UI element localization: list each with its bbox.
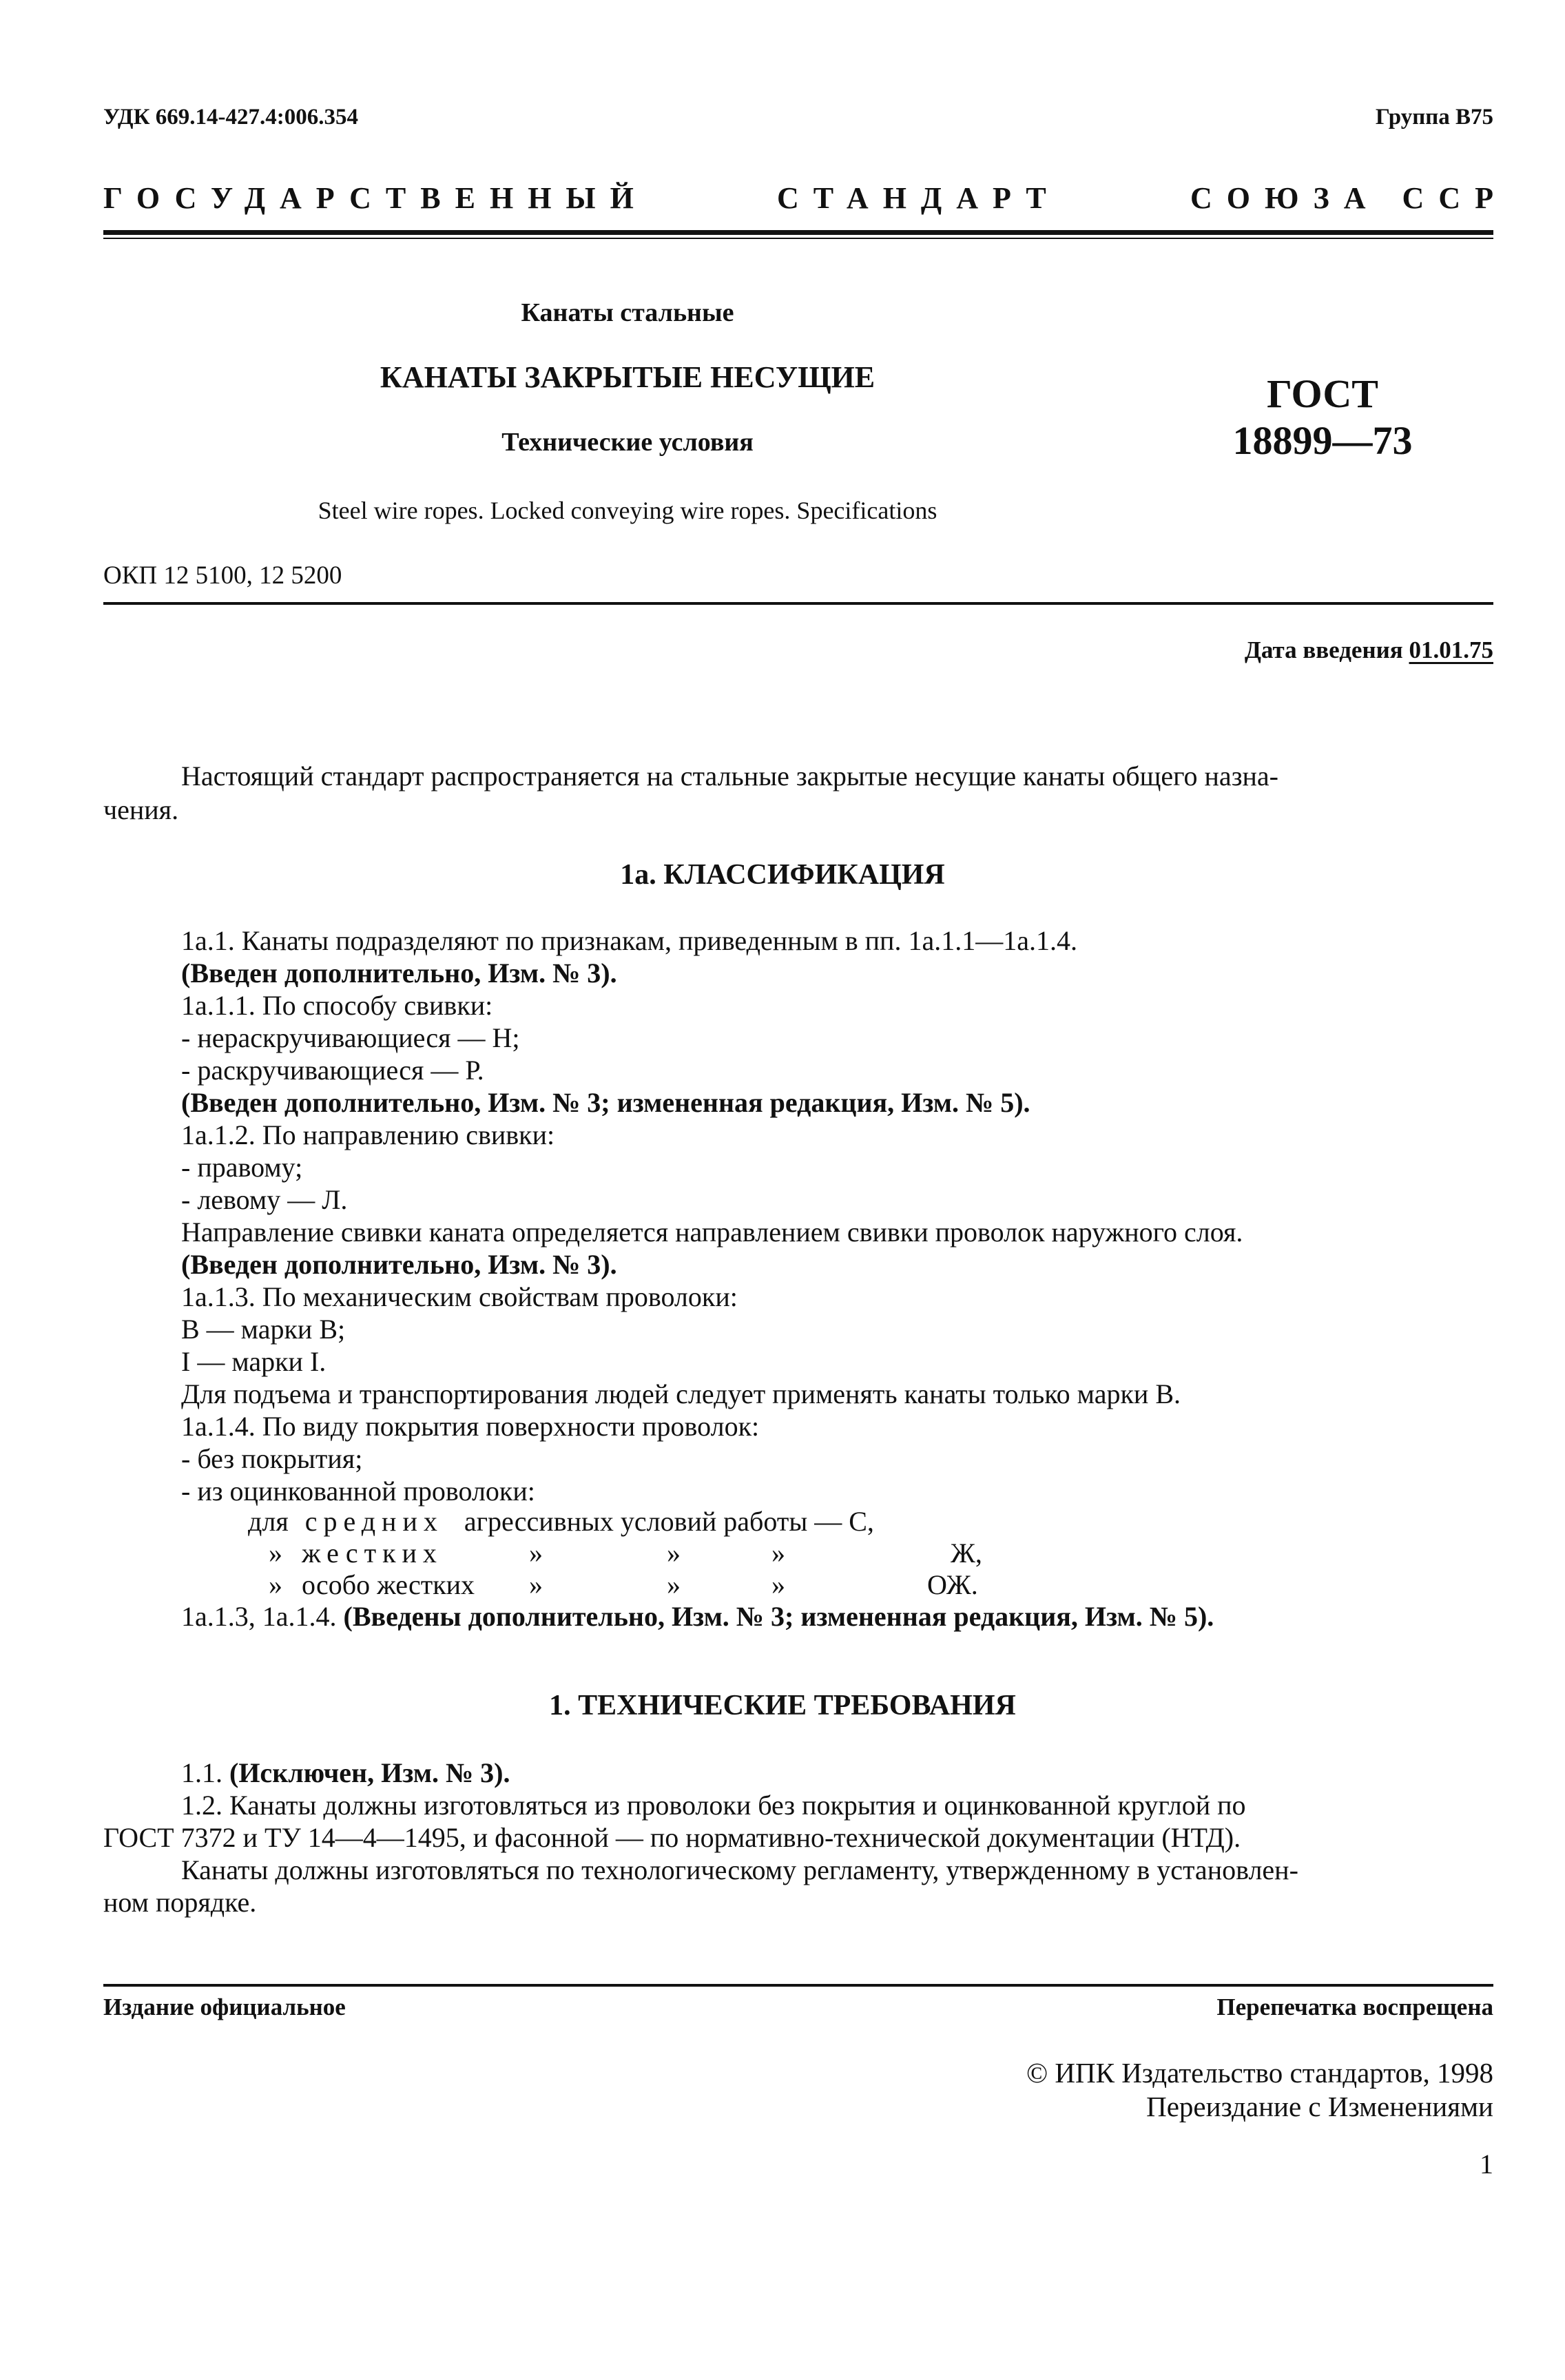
header-rule-thin	[103, 238, 1493, 239]
scope-line-2: чения.	[103, 794, 179, 825]
cls-line-12: 1а.1.3. По механическим свойствам проволоки:	[181, 1281, 738, 1312]
banner-word-3: СОЮЗА ССР	[1190, 181, 1508, 215]
cls-line-15: Для подъема и транспортирования людей следует применять канаты только марки В.	[181, 1378, 1181, 1409]
p11-bold: (Исключен, Изм. № 3).	[229, 1757, 510, 1788]
coating-row-1-rest: агрессивных условий работы — С,	[464, 1506, 874, 1537]
p12b-line-2: ном порядке.	[103, 1887, 257, 1918]
coating-row-2	[269, 1537, 999, 1569]
cls-line-6: (Введен дополнительно, Изм. № 3; измененная редакция, Изм. № 5).	[181, 1087, 1030, 1118]
cls-line-17: - без покрытия;	[181, 1443, 363, 1474]
cls-line-1: 1а.1. Канаты подразделяют по признакам, приведенным в пп. 1а.1.1—1а.1.4.	[181, 925, 1077, 956]
p12-line-2: ГОСТ 7372 и ТУ 14—4—1495, и фасонной — по нормативно-технической документации (НТД).	[103, 1822, 1241, 1853]
okp-code: ОКП 12 5100, 12 5200	[103, 561, 342, 590]
p11-number: 1.1.	[181, 1757, 222, 1788]
reissue-note: Переиздание с Изменениями	[1146, 2091, 1493, 2122]
coating-row-2-ditto-1: »	[529, 1538, 543, 1569]
coating-row-2-grade: жестких	[302, 1538, 443, 1569]
coating-row-2-prefix: »	[269, 1538, 282, 1569]
coating-row-1	[248, 1505, 874, 1538]
title-rule	[103, 602, 1493, 605]
udk-code: УДК 669.14-427.4:006.354	[103, 105, 358, 130]
cls-closing-bold: (Введены дополнительно, Изм. № 3; измененная редакция, Изм. № 5).	[343, 1601, 1214, 1632]
cls-line-10: Направление свивки каната определяется направлением свивки проволок наружного слоя.	[181, 1217, 1243, 1248]
title-subtitle: Технические условия	[501, 428, 754, 457]
gost-label: ГОСТ	[1267, 371, 1378, 416]
cls-line-8: - правому;	[181, 1152, 303, 1183]
p12-line-1: 1.2. Канаты должны изготовляться из проволоки без покрытия и оцинкованной круглой по	[181, 1790, 1246, 1821]
reprint-prohibited: Перепечатка воспрещена	[1216, 1994, 1493, 2020]
cls-line-16: 1а.1.4. По виду покрытия поверхности проволок:	[181, 1411, 760, 1442]
cls-line-13: В — марки В;	[181, 1314, 346, 1345]
coating-row-2-code: Ж,	[951, 1538, 982, 1569]
page-number: 1	[1480, 2149, 1493, 2180]
coating-row-2-ditto-2: »	[667, 1538, 681, 1569]
coating-row-1-grade: средних	[304, 1506, 444, 1537]
p12b-line-1: Канаты должны изготовляться по технологическому регламенту, утвержденному в установлен-	[181, 1854, 1298, 1885]
title-name: КАНАТЫ ЗАКРЫТЫЕ НЕСУЩИЕ	[380, 360, 875, 394]
gost-number: 18899—73	[1232, 418, 1413, 463]
section-1a-heading: 1а. КЛАССИФИКАЦИЯ	[620, 859, 945, 891]
banner-word-2: СТАНДАРТ	[777, 181, 1061, 215]
cls-line-9: - левому — Л.	[181, 1184, 348, 1215]
cls-line-4: - нераскручивающиеся — Н;	[181, 1022, 520, 1053]
copyright: © ИПК Издательство стандартов, 1998	[1026, 2057, 1493, 2089]
header-rule-thick	[103, 230, 1493, 235]
coating-row-3-ditto-2: »	[667, 1569, 681, 1600]
intro-date-label: Дата введения	[1244, 637, 1403, 663]
coating-row-3	[269, 1569, 999, 1601]
title-category: Канаты стальные	[521, 298, 734, 327]
coating-row-2-ditto-3: »	[771, 1538, 785, 1569]
coating-row-3-ditto-3: »	[771, 1569, 785, 1600]
cls-line-11: (Введен дополнительно, Изм. № 3).	[181, 1249, 617, 1280]
cls-line-7: 1а.1.2. По направлению свивки:	[181, 1119, 555, 1150]
official-edition: Издание официальное	[103, 1994, 346, 2020]
group-code: Группа В75	[1375, 105, 1493, 130]
title-english: Steel wire ropes. Locked conveying wire ropes. Specifications	[318, 497, 937, 524]
cls-closing	[181, 1600, 1214, 1633]
cls-line-5: - раскручивающиеся — Р.	[181, 1055, 484, 1086]
coating-row-3-code: ОЖ.	[927, 1569, 978, 1600]
cls-line-3: 1а.1.1. По способу свивки:	[181, 990, 493, 1021]
cls-line-18: - из оцинкованной проволоки:	[181, 1476, 535, 1507]
coating-row-3-prefix: »	[269, 1569, 282, 1600]
cls-line-2: (Введен дополнительно, Изм. № 3).	[181, 958, 617, 989]
section-1-heading: 1. ТЕХНИЧЕСКИЕ ТРЕБОВАНИЯ	[549, 1690, 1016, 1721]
coating-row-3-ditto-1: »	[529, 1569, 543, 1600]
intro-date-value: 01.01.75	[1409, 637, 1493, 663]
footer-rule	[103, 1984, 1493, 1987]
cls-closing-ref: 1а.1.3, 1а.1.4.	[181, 1601, 337, 1632]
p11	[181, 1757, 510, 1789]
banner-word-1: ГОСУДАРСТВЕННЫЙ	[103, 181, 648, 215]
intro-date	[1245, 637, 1493, 664]
coating-row-3-grade: особо жестких	[302, 1569, 475, 1600]
coating-row-1-prefix: для	[248, 1506, 289, 1537]
cls-line-14: I — марки I.	[181, 1346, 327, 1377]
scope-line-1: Настоящий стандарт распространяется на стальные закрытые несущие канаты общего назна-	[181, 760, 1278, 791]
